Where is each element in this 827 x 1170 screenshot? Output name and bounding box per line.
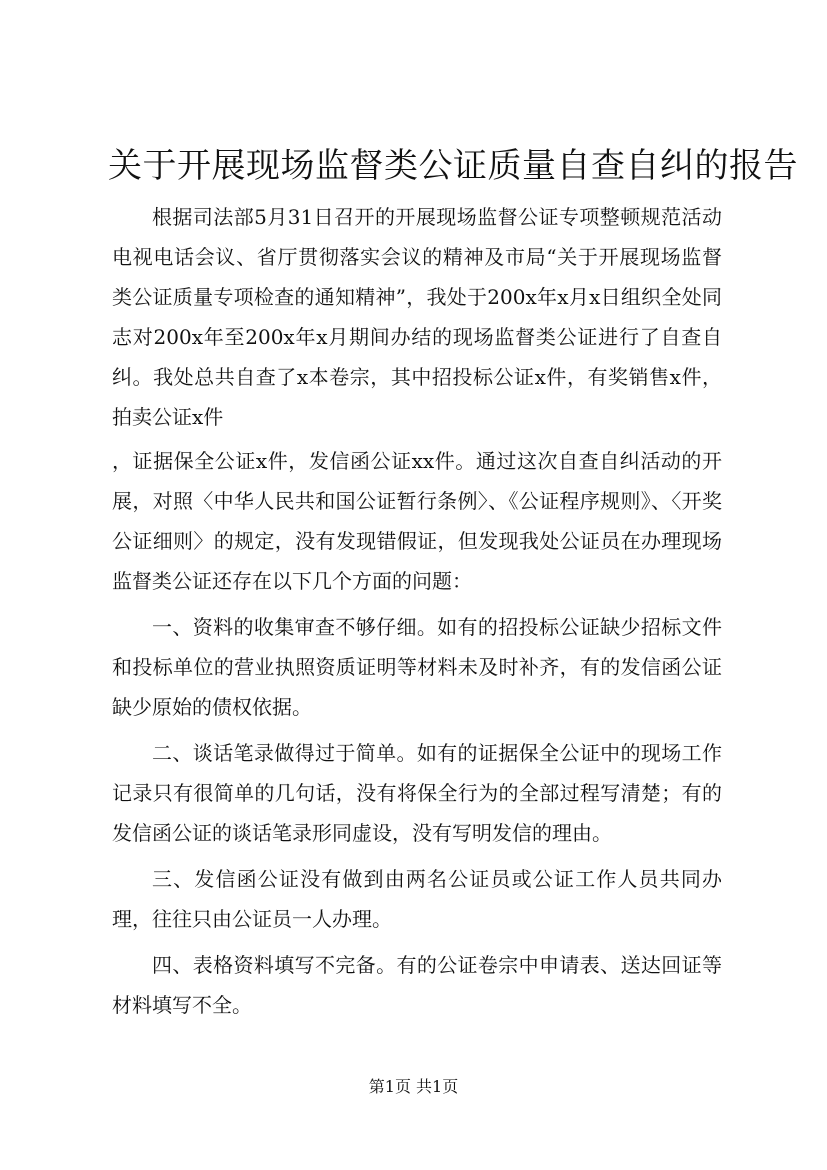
paragraph-issue-4: 四、表格资料填写不完备。有的公证卷宗中申请表、送达回证等材料填写不全。 — [112, 953, 722, 1017]
document-body — [112, 197, 722, 1031]
paragraph-intro: 根据司法部5月31日召开的开展现场监督公证专项整顿规范活动电视电话会议、省厅贯彻落实会议的精神及市局“关于开展现场监督类公证质量专项检查的通知精神”，我处于200x年x月x日组织全处同志对200x年至200x年x月期间办结的现场监督类公证进行了自查自纠。我处总共自查了x本卷宗，其中招投标公证x件，有奖销售x件，拍卖公证x件 — [112, 205, 722, 429]
paragraph-issue-2: 二、谈话笔录做得过于简单。如有的证据保全公证中的现场工作记录只有很简单的几句话，没有将保全行为的全部过程写清楚；有的发信函公证的谈话笔录形同虚设，没有写明发信的理由。 — [112, 741, 722, 845]
paragraph-issue-1: 一、资料的收集审查不够仔细。如有的招投标公证缺少招标文件和投标单位的营业执照资质证明等材料未及时补齐，有的发信函公证缺少原始的债权依据。 — [112, 615, 722, 719]
document-title: 关于开展现场监督类公证质量自查自纠的报告 — [108, 146, 798, 186]
page-number-footer: 第1页 共1页 — [368, 1077, 459, 1096]
paragraph-intro-continued: ，证据保全公证x件，发信函公证xx件。通过这次自查自纠活动的开展，对照〈中华人民共和国公证暂行条例〉、《公证程序规则》、〈开奖公证细则〉的规定，没有发现错假证，但发现我处公证员在办理现场监督类公证还存在以下几个方面的问题： — [112, 449, 722, 593]
paragraph-issue-3: 三、发信函公证没有做到由两名公证员或公证工作人员共同办理，往往只由公证员一人办理。 — [112, 867, 722, 931]
